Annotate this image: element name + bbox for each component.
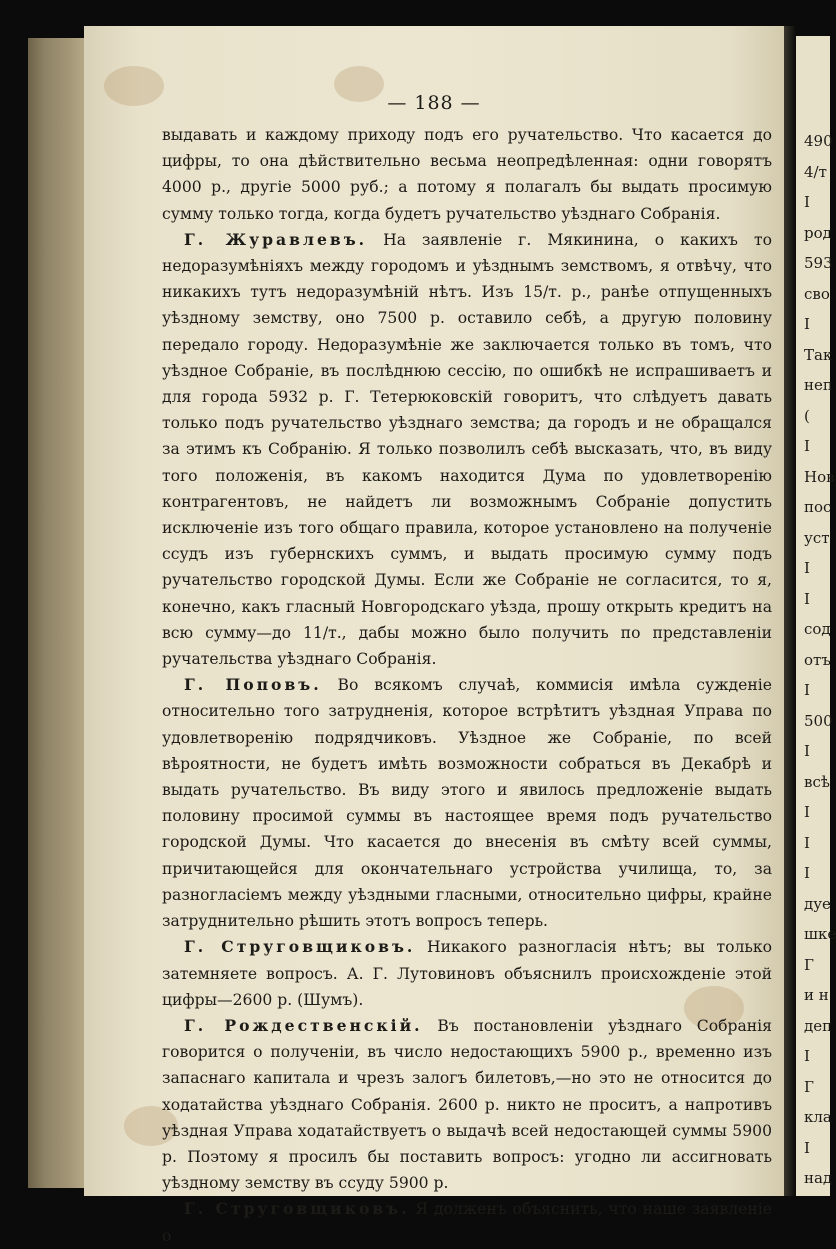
right-page-fragment: I <box>804 1138 810 1157</box>
paragraph-text: Во всякомъ случаѣ, коммисія имѣла сужденіе относительно того затрудненія, которое встрѣтитъ уѣздная Управа по удовлетворенію подрядчиковъ. Уѣздное же Собраніе, по всей вѣроятности, не будетъ имѣть возможности собраться въ Декабрѣ и выдать ручательство. Въ виду этого и явилось предложеніе выдать половину просимой суммы въ настоящее время подъ ручательство городской Думы. Что касается до внесенія въ смѣту всей суммы, причитающейся для окончательнаго устройства училища, то, за разногласіемъ между уѣздными гласными, относительно цифры, крайне затруднительно рѣшить этотъ вопросъ теперь. <box>162 676 772 931</box>
right-page-fragment: I <box>804 833 810 852</box>
right-page-fragment: I <box>804 681 810 699</box>
right-page-fragment: отъ <box>804 650 831 669</box>
paragraph-text: выдавать и каждому приходу подъ его ручательство. Что касается до цифры, то она дѣйствительно весьма неопредѣленная: одни говорятъ 4000 р., другіе 5000 руб.; а потому я полагалъ бы выдать просимую сумму только тогда, когда будетъ ручательство уѣзднаго Собранія. <box>162 126 772 223</box>
paragraph <box>162 1013 772 1196</box>
right-page-fragment: над <box>804 1169 833 1187</box>
right-page-fragment: 4/т <box>804 162 827 181</box>
right-page-fragment: I <box>804 742 810 760</box>
book-page-left <box>84 26 784 1245</box>
right-page-fragment: 593 <box>804 254 833 272</box>
speaker-name: Г. Журавлевъ. <box>184 229 368 249</box>
right-page-fragment: I <box>804 589 810 608</box>
speaker-name: Г. Рождественскій. <box>184 1015 423 1035</box>
paragraph <box>162 672 772 934</box>
book-gutter <box>784 26 796 1196</box>
paragraph <box>162 227 772 672</box>
right-page-fragment: уст <box>804 528 830 547</box>
right-page-fragment: деп <box>804 1016 833 1035</box>
speaker-name: Г. Струговщиковъ. <box>184 1199 410 1219</box>
right-page-fragment: шке <box>804 925 836 943</box>
paragraph <box>162 934 772 1013</box>
book-page-edges <box>28 38 86 1188</box>
paragraph <box>162 122 772 227</box>
right-page-fragment: Так <box>804 345 833 364</box>
right-page-fragment: Нов <box>804 467 835 486</box>
right-page-fragment: и н <box>804 986 829 1004</box>
right-page-fragment: I <box>804 437 810 455</box>
right-page-fragment: I <box>804 559 810 577</box>
right-page-fragment: I <box>804 864 810 882</box>
book-page-right-fragment <box>796 36 836 1196</box>
right-page-fragment: I <box>804 193 810 211</box>
right-page-fragment: I <box>804 1047 810 1065</box>
paragraph-text: Въ постановленіи уѣзднаго Собранія говорится о полученіи, въ число недостающихъ 5900 р., временно изъ запаснаго капитала и чрезъ залогъ билетовъ,—но это не относится до ходатайства уѣзднаго Собранія. 2600 р. никто не проситъ, а напротивъ уѣздная Управа ходатайствуетъ о выдачѣ всей недостающей суммы 5900 р. Поэтому я просилъ бы поставить вопросъ: угодно ли ассигновать уѣздному земству въ ссуду 5900 р. <box>162 1016 772 1193</box>
right-page-fragment: сод <box>804 620 831 638</box>
right-page-fragment: 490 <box>804 132 833 150</box>
speaker-name: Г. Струговщиковъ. <box>184 937 416 957</box>
page-number: — 188 — <box>387 92 481 114</box>
right-page-fragment: пос <box>804 498 832 516</box>
body-text <box>162 122 772 1249</box>
paragraph-text: Я долженъ объяснить, что наше заявленіе о <box>162 1200 772 1245</box>
right-page-fragment: Г <box>804 955 814 974</box>
right-page-fragment: 500 <box>804 711 833 730</box>
right-page-fragment: Г <box>804 1077 814 1096</box>
right-page-fragment: дуе <box>804 894 831 913</box>
right-page-fragment: I <box>804 315 810 333</box>
paragraph-text: На заявленіе г. Мякинина, о какихъ то недоразумѣніяхъ между городомъ и уѣзднымъ земствомъ, я отвѣчу, что никакихъ тутъ недоразумѣній нѣтъ. Изъ 15/т. р., ранѣе отпущенныхъ уѣздному земству, оно 7500 р. оставило себѣ, а другую половину передало городу. Недоразумѣніе же заключается только въ томъ, что уѣздное Собраніе, въ послѣднюю сессію, по ошибкѣ не испрашиваетъ и для города 5932 р. Г. Тетерюковскій говоритъ, что слѣдуетъ давать только подъ ручательство уѣзднаго земства; да городъ и не обращался за этимъ къ Собранію. Я только позволилъ себѣ высказать, что, въ виду того положенія, въ какомъ находится Дума по удовлетворенію контрагентовъ, не найдетъ ли возможнымъ Собраніе допустить исключеніе изъ того общаго правила, которое установлено на полученіе ссудъ изъ губернскихъ суммъ, и выдать просимую сумму подъ ручательство городской Думы. Если же Собраніе не согласится, то я, конечно, какъ гласный Новгородскаго уѣзда, прошу открыть кредитъ на всю сумму—до 11/т., дабы можно было получить по представленіи ручательства уѣзднаго Собранія. <box>162 230 772 669</box>
paragraph <box>162 1196 772 1248</box>
right-page-fragment: всѣ <box>804 772 830 791</box>
right-page-fragment: род <box>804 223 832 242</box>
paragraph-text: Никакого разногласія нѣтъ; вы только затемняете вопросъ. А. Г. Лутовиновъ объяснилъ происхожденіе этой цифры—2600 р. (Шумъ). <box>162 938 772 1009</box>
right-page-fragment: ( <box>804 406 810 425</box>
right-page-fragment: неп <box>804 376 833 394</box>
right-page-fragment: кла <box>804 1108 832 1126</box>
right-page-fragment: сво <box>804 284 830 303</box>
right-page-fragment: I <box>804 803 810 821</box>
speaker-name: Г. Поповъ. <box>184 675 322 695</box>
